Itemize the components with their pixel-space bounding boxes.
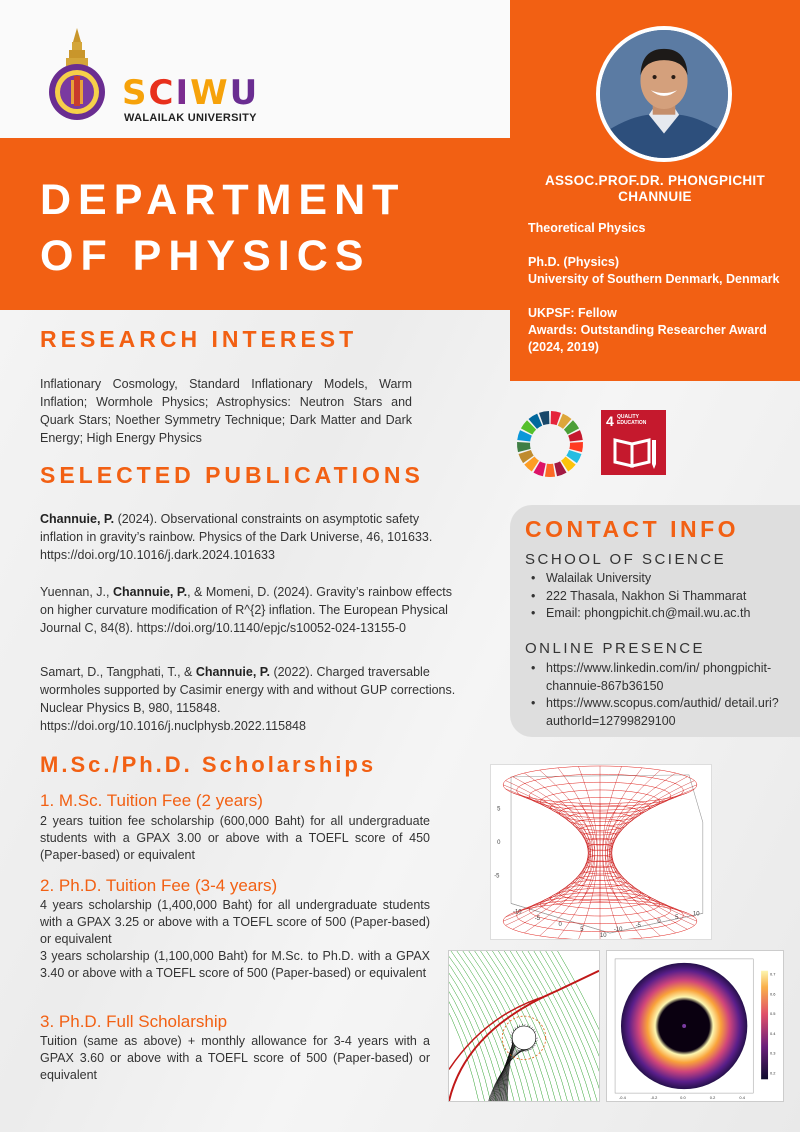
axis-tick-label: -10	[513, 909, 522, 916]
axis-tick-label: -0.2	[650, 1095, 658, 1101]
scholarship-text: Tuition (same as above) + monthly allowance for 3-4 years with a GPAX 3.60 or above with a TOEFL score of 500 (Paper-based) or equivalent	[40, 1034, 430, 1082]
sdg-wheel-icon	[516, 410, 584, 478]
axis-tick-label: 10	[692, 911, 700, 918]
publication-item: Yuennan, J., Channuie, P., & Momeni, D. (2024). Gravity’s rainbow effects on higher curvature modification of R^{2} inflation. The European Physical Journal C, 84(8). https://doi.org/10.1140/epjc/s10052-024-13155-0	[40, 585, 452, 635]
sciwu-logo: SCIWU	[122, 73, 260, 113]
colorbar-tick: 0.6	[770, 991, 776, 997]
scholarship-title: 3. Ph.D. Full Scholarship	[40, 1012, 228, 1031]
scholarship-title: 1. M.Sc. Tuition Fee (2 years)	[40, 791, 263, 810]
profile-degree: Ph.D. (Physics)	[528, 255, 619, 269]
publication-item: Channuie, P. (2024). Observational constraints on asymptotic safety inflation in gravity’s rainbow. Physics of the Dark Universe, 46, 101633. https://doi.org/10.1016/j.dark.2024.101633	[40, 512, 433, 562]
profile-field: Theoretical Physics	[528, 221, 646, 235]
profile-university: University of Southern Denmark, Denmark	[528, 272, 780, 286]
axis-tick-label: 5	[497, 806, 501, 813]
scholarships-heading: M.Sc./Ph.D. Scholarships	[40, 752, 377, 777]
school-heading: SCHOOL OF SCIENCE	[525, 551, 727, 568]
wormhole-surface-figure	[490, 764, 712, 940]
colorbar-tick: 0.5	[770, 1011, 776, 1017]
axis-tick-label: 0	[558, 922, 562, 929]
scholarship-text: 4 years scholarship (1,400,000 Baht) for all undergraduate students with a GPAX 3.25 or above with a TOEFL score of 500 (Paper-based) or equivalent 3 years scholarship (1,100,000 Baht) for M.Sc. to Ph.D. with a GPAX 3.40 or above with a TOEFL score of 500 (Paper-based) or equivalent	[40, 898, 430, 980]
axis-tick-label: -10	[613, 927, 623, 934]
publication-item: Samart, D., Tangphati, T., & Channuie, P. (2022). Charged traversable wormholes supported by Casimir energy with and without GUP corrections. Nuclear Physics B, 980, 115848. https://doi.org/10.1016/j.nuclphysb.2022.115848	[40, 665, 456, 733]
department-title: DEPARTMENT OF PHYSICS	[40, 176, 406, 280]
axis-tick-label: 0	[657, 919, 661, 926]
axis-tick-label: 10	[600, 933, 607, 940]
colorbar-tick: 0.4	[770, 1030, 776, 1036]
sdg-wheel-segment	[569, 442, 583, 452]
linkedin-link[interactable]: • https://www.linkedin.com/in/ phongpichit-channuie-867b36150	[530, 660, 780, 695]
profile-name: ASSOC.PROF.DR. PHONGPICHIT CHANNUIE	[544, 173, 766, 204]
axis-tick-label: -0.4	[619, 1095, 626, 1101]
publications-heading: SELECTED PUBLICATIONS	[40, 462, 424, 488]
online-heading: ONLINE PRESENCE	[525, 640, 706, 657]
colorbar-tick: 0.7	[770, 971, 776, 977]
axis-tick-label: 0.0	[680, 1095, 686, 1101]
axis-tick-label: -5	[635, 923, 641, 930]
university-name: WALAILAK UNIVERSITY	[124, 112, 257, 124]
axis-tick-label: -5	[534, 916, 541, 923]
list-item: • Walailak University	[530, 570, 750, 588]
scholarship-text: 2 years tuition fee scholarship (600,000 Baht) for all undergraduate students with a GPAX 3.00 or above with a TOEFL score of 450 (Paper-based) or equivalent	[40, 814, 430, 862]
axis-tick-label: 5	[580, 927, 584, 934]
colorbar-tick: 0.3	[770, 1050, 776, 1056]
research-text: Inflationary Cosmology, Standard Inflationary Models, Warm Inflation; Wormhole Physics; Astrophysics: Neutron Stars and Quark Stars; Noether Symmetry Technique; Dark Matter and Dark Energy; High Energy Physics	[40, 377, 412, 445]
school-list	[530, 570, 750, 623]
university-seal-logo	[46, 28, 108, 124]
axis-tick-label: 0.4	[739, 1095, 745, 1101]
colorbar-tick: 0.2	[770, 1070, 776, 1076]
research-heading: RESEARCH INTEREST	[40, 326, 358, 352]
sdg-wheel-segment	[545, 464, 555, 477]
sdg-wheel-segment	[517, 442, 531, 452]
embedding-spiral-figure	[448, 950, 600, 1102]
density-ring-figure	[606, 950, 784, 1102]
axis-tick-label: 5	[675, 915, 679, 922]
profile-fellow: UKPSF: Fellow	[528, 306, 617, 320]
profile-awards: Awards: Outstanding Researcher Award (2024, 2019)	[528, 323, 767, 354]
sdg-4-quality-education-icon: 4 QUALITY EDUCATION	[601, 410, 666, 475]
profile-photo	[596, 26, 732, 162]
axis-tick-label: 0.2	[709, 1095, 716, 1101]
scholarship-title: 2. Ph.D. Tuition Fee (3-4 years)	[40, 876, 278, 895]
profile-details	[528, 220, 790, 356]
list-item: • 222 Thasala, Nakhon Si Thammarat	[530, 588, 750, 606]
axis-tick-label: -5	[494, 873, 500, 880]
online-list	[530, 660, 780, 730]
contact-heading: CONTACT INFO	[525, 516, 740, 542]
scopus-link[interactable]: • https://www.scopus.com/authid/ detail.uri?authorId=12799829100	[530, 695, 780, 730]
axis-tick-label: 0	[497, 840, 501, 847]
email-link[interactable]: • Email: phongpichit.ch@mail.wu.ac.th	[530, 605, 750, 623]
